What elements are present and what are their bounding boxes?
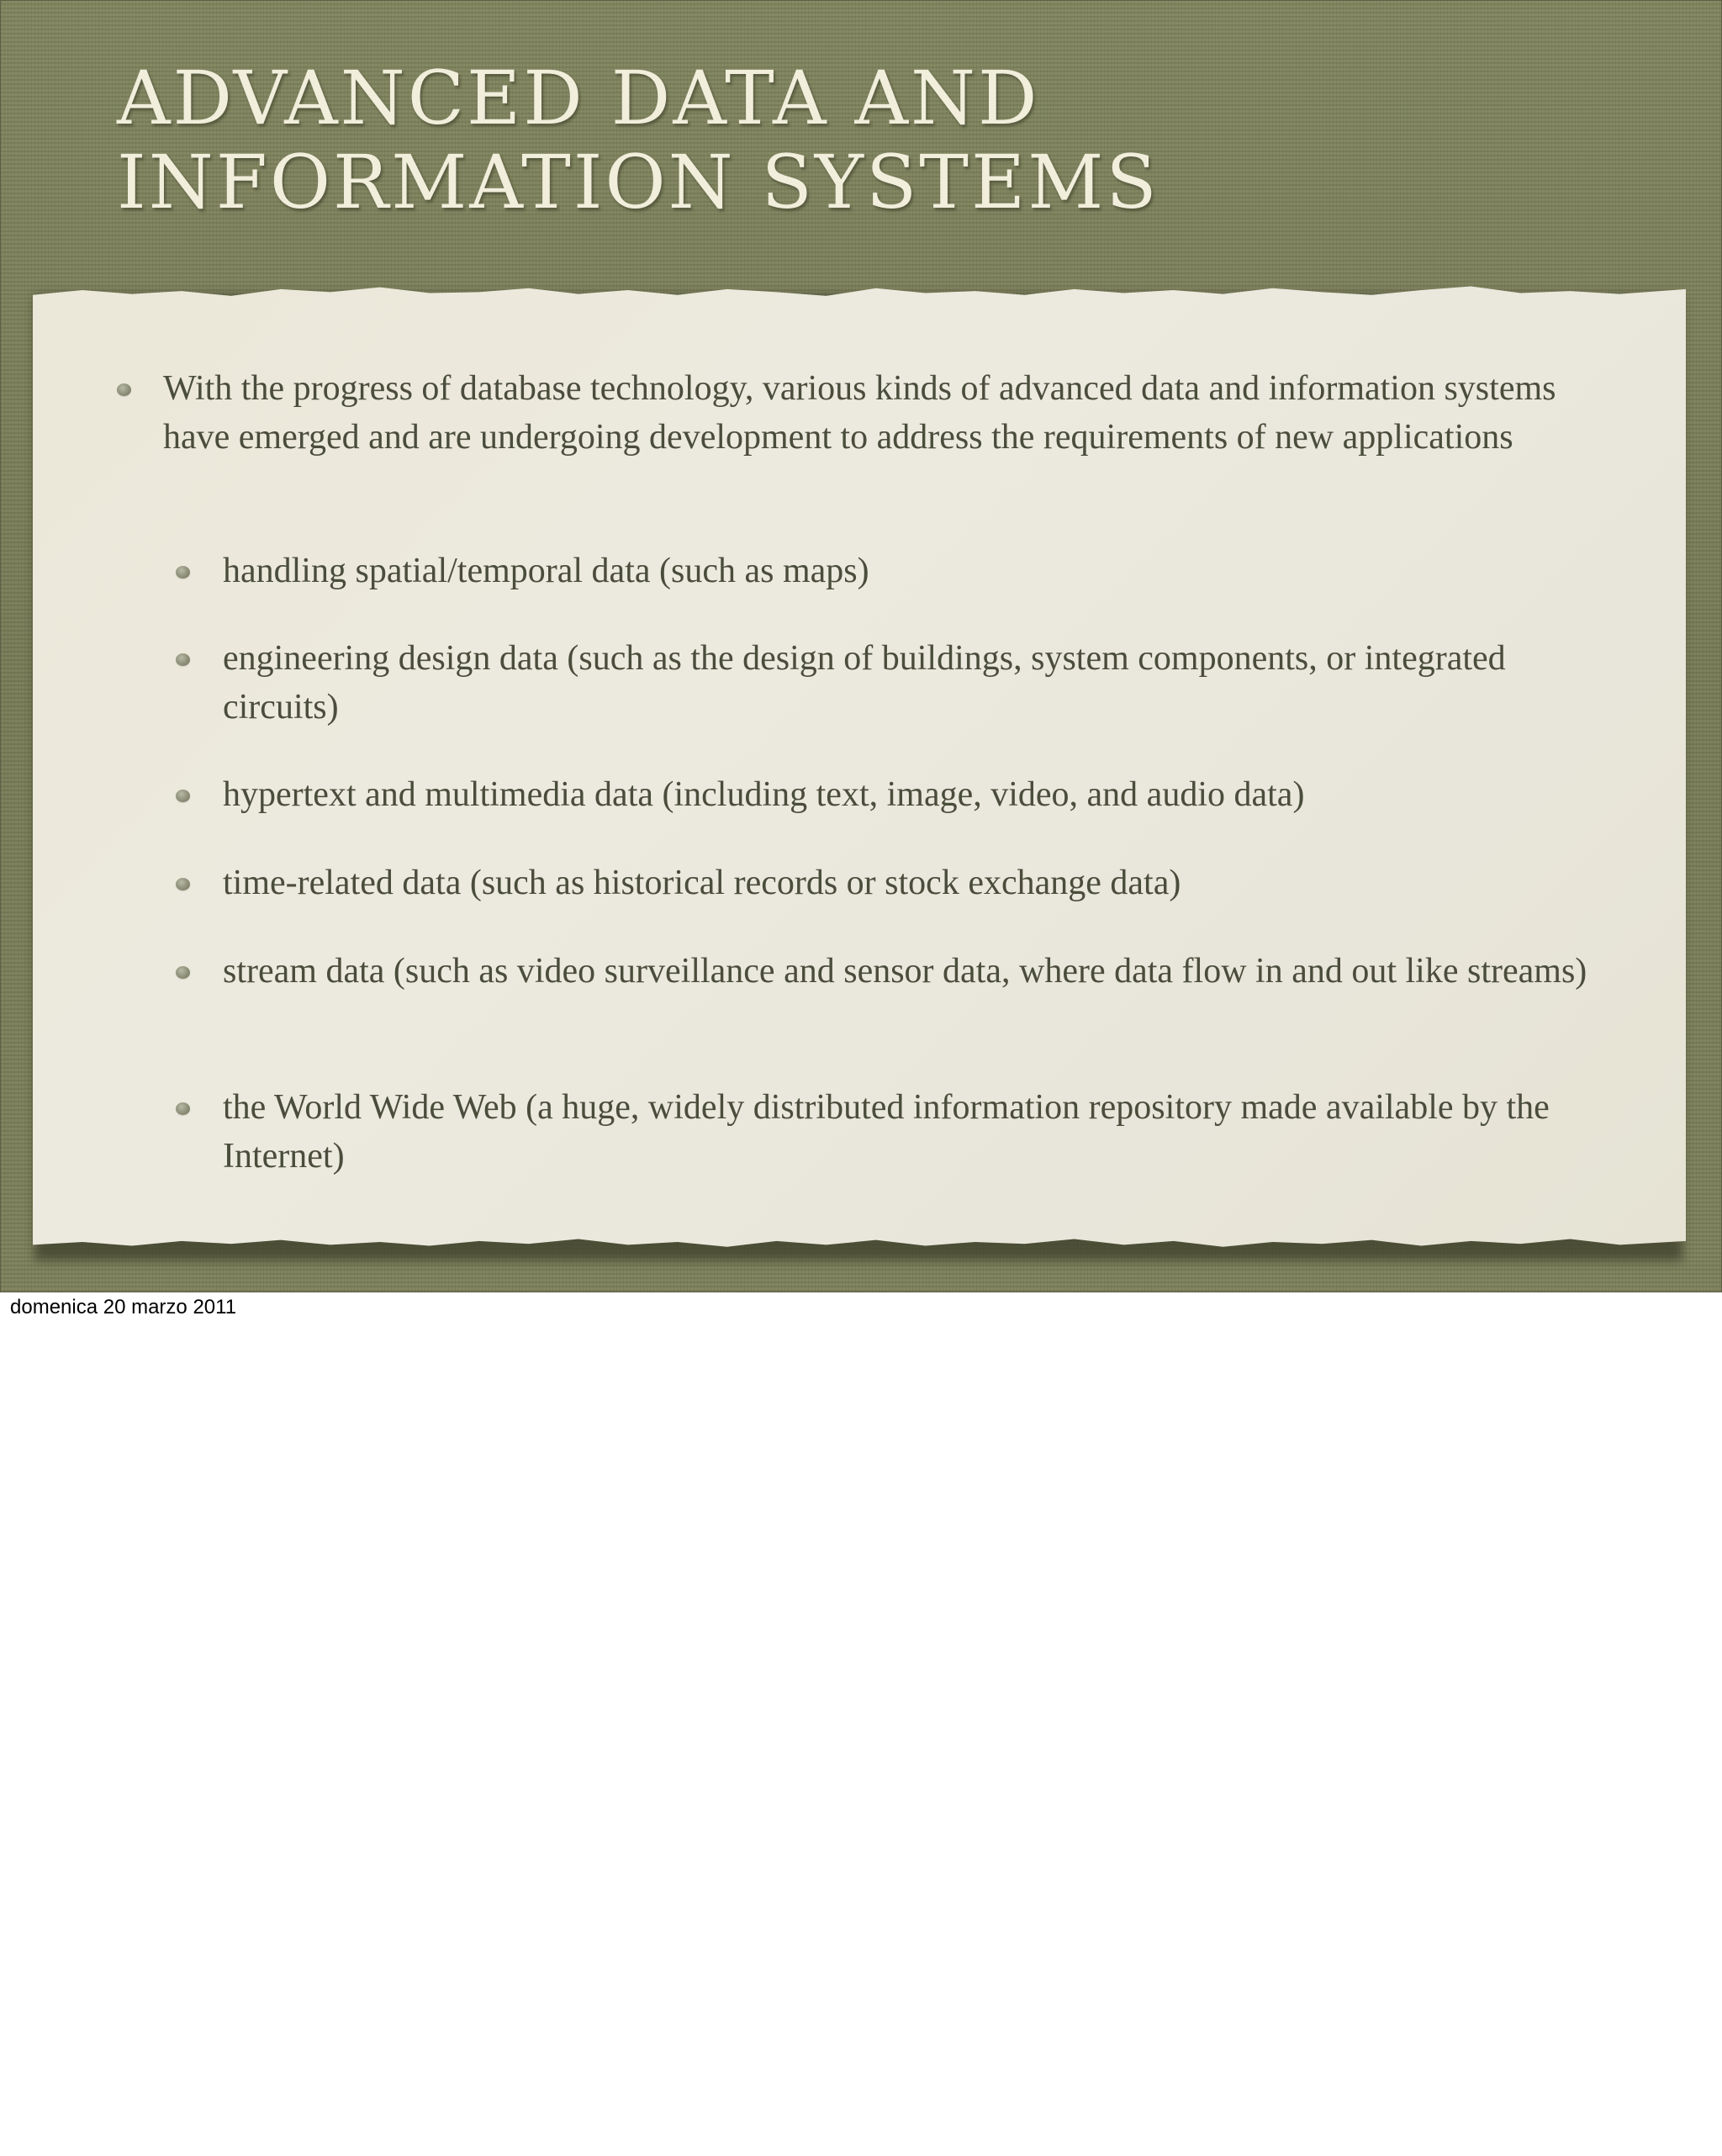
sub-bullet [223,634,1602,732]
sub-bullet-text: time-related data (such as historical records or stock exchange data) [223,864,1181,902]
sub-bullet-text: hypertext and multimedia data (including text, image, video, and audio data) [223,775,1305,814]
sub-bullet [223,547,1602,595]
sub-bullet [223,859,1602,907]
sub-bullet-text: the World Wide Web (a huge, widely distributed information repository made available by the Internet) [223,1088,1550,1176]
sub-bullet [223,770,1602,819]
slide-title-line-2: INFORMATION SYSTEMS [117,139,1159,225]
main-bullet [163,364,1593,462]
bullet-list [1,1,1721,1292]
bullet-dot-icon [176,653,190,666]
bullet-dot-icon [176,1102,190,1115]
bullet-dot-icon [176,566,190,579]
slide-title-line-1: ADVANCED DATA AND [117,55,1040,141]
main-bullet-text: With the progress of database technology, various kinds of advanced data and information systems have emerged and are undergoing development to address the requirements of new applications [163,369,1556,457]
bullet-dot-icon [176,878,190,890]
sub-bullet-text: stream data (such as video surveillance and sensor data, where data flow in and out like streams) [223,952,1587,991]
bullet-dot-icon [176,790,190,802]
sub-bullet-text: engineering design data (such as the design of buildings, system components, or integrated circuits) [223,639,1506,727]
bullet-dot-icon [117,383,131,396]
bullet-dot-icon [176,966,190,979]
sub-bullet-text: handling spatial/temporal data (such as maps) [223,552,869,590]
sub-bullet [223,947,1602,996]
footer-date: domenica 20 marzo 2011 [10,1296,237,1318]
sub-bullet [223,1083,1602,1181]
